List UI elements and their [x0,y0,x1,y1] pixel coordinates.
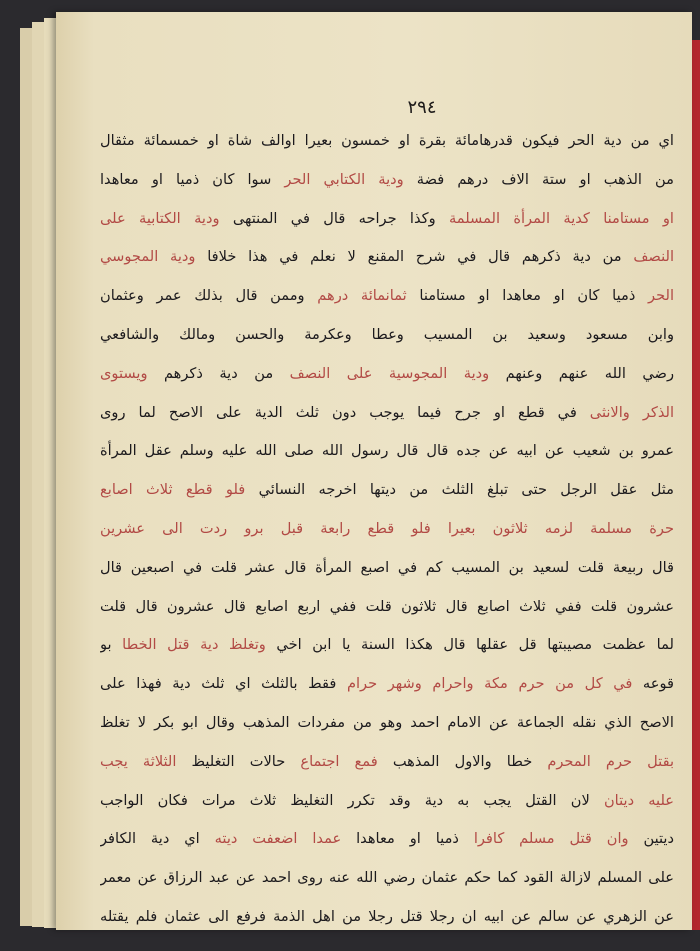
rubric-text: وان قتل مسلم كافرا [473,830,629,848]
rubric-text: الثلاثة يجب [100,752,177,770]
rubric-text: ودية الكتابي الحر [271,170,417,188]
rubric-text: الحر [648,287,674,305]
text-line [100,355,674,394]
body-text: قوعه [632,675,674,693]
text-line [100,277,674,316]
body-text: وابن مسعود وسعيد بن المسيب وعطا وعكرمة والحسن ومالك والشافعي [100,325,674,343]
rubric-text: ثمانمائة درهم [317,287,407,305]
text-line [100,588,674,627]
manuscript-text [100,122,674,937]
body-text: خطا والاول المذهب [377,752,548,770]
text-line [100,898,674,937]
body-text: الاصح الذي نقله الجماعة عن الامام احمد وهو من مفردات المذهب وقال ابو بكر لا تغلظ [100,713,674,731]
rubric-text: وتغلظ دية قتل الخطا [122,636,266,654]
text-line [100,161,674,200]
body-text: وممن قال بذلك عمر وعثمان [100,287,318,305]
body-text: عن الزهري عن سالم عن ابيه ان رجلا قتل رجلا من اهل الذمة فرفع الى عثمان فلم يقتله [100,907,674,925]
text-line [100,200,674,239]
rubric-text: ودية الكتابية على [100,209,220,227]
body-text: على المسلم لازالة القود كما حكم عثمان رضي الله عنه روى احمد عن عبد الرزاق عن معمر [100,869,674,887]
body-text: حالات التغليظ [176,752,301,770]
text-line [100,432,674,471]
text-line [100,394,674,433]
text-line [100,626,674,665]
body-text: في قطع او جرح فيما يوجب دون ثلث الدية على الاصح لما روى [100,403,590,421]
text-line [100,820,674,859]
rubric-text: فمع اجتماع [300,752,378,770]
body-text: عمرو بن شعيب عن ابيه عن جده قال قال رسول الله صلى الله عليه وسلم عقل المرأة [100,442,674,460]
body-text: فقط بالثلث اي ثلث دية فهذا على [100,675,347,693]
rubric-text: الذكر والانثى [589,403,674,421]
rubric-text: ويستوى [100,364,148,382]
body-text: قال ربيعة قلت لسعيد بن المسيب كم في اصبع المرأة قال عشر قلت في اصبعين قال [100,558,674,576]
rubric-text: النصف [633,248,674,266]
rubric-text: في كل من حرم مكة واحرام وشهر حرام [346,675,633,693]
body-text: رضي الله عنهم وعنهم [489,364,674,382]
rubric-text: ودية المجوسية على النصف [289,364,490,382]
body-text: من دية ذكرهم قال في شرح المقنع لا نعلم في هذا خلافا [195,248,634,266]
body-text: اي دية الكافر [100,830,215,848]
rubric-text: بقتل حرم المحرم [547,752,674,770]
text-line [100,316,674,355]
text-line [100,665,674,704]
body-text: مثل عقل الرجل حتى تبلغ الثلث من ديتها اخرجه النسائي [245,481,674,499]
body-text: عشرون قلت ففي ثلاث اصابع قال ثلاثون قلت ففي اربع اصابع قال عشرون قال قلت [100,597,674,615]
body-text: من دية ذكرهم [147,364,290,382]
text-line [100,510,674,549]
body-text: بو [100,636,123,654]
text-line [100,743,674,782]
text-line [100,471,674,510]
text-line [100,549,674,588]
text-line [100,238,674,277]
rubric-text: عليه ديتان [603,791,674,809]
rubric-text: او مستامنا كدية المرأة المسلمة [448,209,674,227]
body-text: سوا كان ذميا او معاهدا [100,170,272,188]
body-text: اي من دية الحر فيكون قدرهامائة بقرة او خمسون بعيرا اوالف شاة او خمسمائة مثقال [100,132,674,149]
body-text: ذميا او معاهدا [341,830,474,848]
body-text: ذميا كان او معاهدا او مستامنا [406,287,649,305]
page-number: ٢٩٤ [407,97,437,118]
text-line [100,782,674,821]
text-line [100,859,674,898]
body-text: وكذا جراحه قال في المنتهى [219,209,449,227]
body-text: من الذهب او ستة الاف درهم فضة [416,170,674,188]
body-text: ديتين [628,830,674,848]
body-text: لان القتل يجب به دية وقد تكرر التغليظ ثلاث مرات فكان الواجب [100,791,604,809]
text-line [100,122,674,161]
rubric-text: فلو قطع ثلاث اصابع [100,481,246,499]
rubric-text: عمدا اضعفت ديته [214,830,342,848]
rubric-text: ودية المجوسي [100,248,196,266]
text-line [100,704,674,743]
body-text: لما عظمت مصيبتها قل عقلها قال هكذا السنة يا ابن اخي [265,636,674,654]
rubric-text: حرة مسلمة لزمه ثلاثون بعيرا فلو قطع رابعة قبل برو ردت الى عشرين [100,519,674,537]
